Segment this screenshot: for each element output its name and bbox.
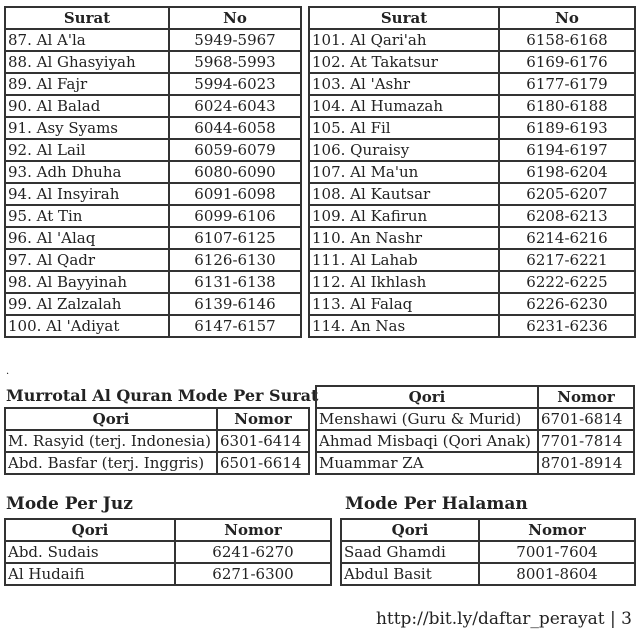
page-number: 3: [621, 609, 632, 629]
surat-number: 6214-6216: [499, 227, 635, 249]
surat-name: 89. Al Fajr: [5, 73, 169, 95]
table-row: [316, 452, 634, 474]
table-row: [309, 73, 635, 95]
per-surat-table-left: [4, 407, 310, 475]
surat-number: 5949-5967: [169, 29, 301, 51]
stray-mark: ·: [6, 369, 10, 380]
surat-number: 6091-6098: [169, 183, 301, 205]
page-footer: [376, 607, 632, 631]
qori-number: 8001-8604: [479, 563, 635, 585]
surat-name: 87. Al A'la: [5, 29, 169, 51]
table-row: [5, 139, 301, 161]
qori-number: 7001-7604: [479, 541, 635, 563]
surat-name: 110. An Nashr: [309, 227, 499, 249]
qori-name: Ahmad Misbaqi (Qori Anak): [316, 430, 538, 452]
table-row: [5, 183, 301, 205]
column-header-no: No: [499, 7, 635, 29]
table-row: [5, 271, 301, 293]
per-halaman-table: [340, 518, 636, 586]
surat-name: 111. Al Lahab: [309, 249, 499, 271]
footer-link[interactable]: http://bit.ly/daftar_perayat: [375, 609, 605, 629]
column-header-qori: Qori: [5, 408, 217, 430]
surat-number: 6024-6043: [169, 95, 301, 117]
table-row: [341, 563, 635, 585]
surat-name: 101. Al Qari'ah: [309, 29, 499, 51]
qori-name: Abd. Basfar (terj. Inggris): [5, 452, 217, 474]
column-header-nomor: Nomor: [175, 519, 331, 541]
table-row: [5, 51, 301, 73]
surat-name: 97. Al Qadr: [5, 249, 169, 271]
table-row: [341, 541, 635, 563]
qori-number: 6271-6300: [175, 563, 331, 585]
surat-number: 6217-6221: [499, 249, 635, 271]
table-row: [5, 161, 301, 183]
surat-name: 98. Al Bayyinah: [5, 271, 169, 293]
section-title-per-juz: Mode Per Juz: [6, 494, 133, 514]
table-row: [5, 95, 301, 117]
table-row: [5, 227, 301, 249]
surat-number: 6194-6197: [499, 139, 635, 161]
surat-name: 95. At Tin: [5, 205, 169, 227]
surat-name: 114. An Nas: [309, 315, 499, 337]
surat-name: 93. Adh Dhuha: [5, 161, 169, 183]
surat-number: 6059-6079: [169, 139, 301, 161]
qori-number: 6241-6270: [175, 541, 331, 563]
table-row: [5, 315, 301, 337]
table-row: [309, 293, 635, 315]
surat-name: 112. Al Ikhlash: [309, 271, 499, 293]
column-header-no: No: [169, 7, 301, 29]
surat-number: 6205-6207: [499, 183, 635, 205]
qori-name: Al Hudaifi: [5, 563, 175, 585]
qori-number: 8701-8914: [538, 452, 634, 474]
surat-name: 113. Al Falaq: [309, 293, 499, 315]
table-header-row: [5, 519, 331, 541]
table-row: [309, 183, 635, 205]
column-header-nomor: Nomor: [538, 386, 634, 408]
column-header-surat: Surat: [309, 7, 499, 29]
qori-number: 7701-7814: [538, 430, 634, 452]
qori-number: 6301-6414: [217, 430, 309, 452]
qori-number: 6701-6814: [538, 408, 634, 430]
column-header-qori: Qori: [5, 519, 175, 541]
per-juz-table: [4, 518, 332, 586]
table-row: [309, 51, 635, 73]
per-surat-table-right: [315, 385, 635, 475]
surat-number: 6139-6146: [169, 293, 301, 315]
table-row: [309, 95, 635, 117]
surat-name: 96. Al 'Alaq: [5, 227, 169, 249]
table-row: [309, 161, 635, 183]
column-header-nomor: Nomor: [479, 519, 635, 541]
surat-name: 107. Al Ma'un: [309, 161, 499, 183]
surat-table-right: [308, 6, 636, 338]
surat-number: 5968-5993: [169, 51, 301, 73]
surat-number: 6226-6230: [499, 293, 635, 315]
surat-number: 6231-6236: [499, 315, 635, 337]
column-header-nomor: Nomor: [217, 408, 309, 430]
surat-name: 108. Al Kautsar: [309, 183, 499, 205]
table-header-row: [316, 386, 634, 408]
table-row: [5, 563, 331, 585]
surat-number: 6158-6168: [499, 29, 635, 51]
surat-name: 105. Al Fil: [309, 117, 499, 139]
table-row: [5, 205, 301, 227]
qori-name: Abdul Basit: [341, 563, 479, 585]
surat-number: 6044-6058: [169, 117, 301, 139]
surat-name: 103. Al 'Ashr: [309, 73, 499, 95]
table-row: [5, 293, 301, 315]
section-title-per-halaman: Mode Per Halaman: [345, 494, 528, 514]
table-row: [309, 29, 635, 51]
surat-number: 6080-6090: [169, 161, 301, 183]
surat-number: 6107-6125: [169, 227, 301, 249]
table-row: [316, 408, 634, 430]
column-header-surat: Surat: [5, 7, 169, 29]
surat-number: 6208-6213: [499, 205, 635, 227]
surat-number: 6189-6193: [499, 117, 635, 139]
qori-name: Menshawi (Guru & Murid): [316, 408, 538, 430]
surat-number: 6126-6130: [169, 249, 301, 271]
qori-name: Abd. Sudais: [5, 541, 175, 563]
qori-name: Muammar ZA: [316, 452, 538, 474]
surat-number: 6180-6188: [499, 95, 635, 117]
table-row: [316, 430, 634, 452]
surat-name: 94. Al Insyirah: [5, 183, 169, 205]
surat-number: 6131-6138: [169, 271, 301, 293]
table-header-row: [341, 519, 635, 541]
surat-name: 90. Al Balad: [5, 95, 169, 117]
footer-separator: |: [610, 609, 616, 629]
surat-name: 109. Al Kafirun: [309, 205, 499, 227]
table-row: [5, 249, 301, 271]
table-header-row: [309, 7, 635, 29]
surat-number: 6169-6176: [499, 51, 635, 73]
surat-number: 6177-6179: [499, 73, 635, 95]
table-row: [309, 315, 635, 337]
table-row: [309, 117, 635, 139]
surat-number: 6147-6157: [169, 315, 301, 337]
surat-name: 99. Al Zalzalah: [5, 293, 169, 315]
table-row: [309, 139, 635, 161]
table-row: [5, 541, 331, 563]
table-header-row: [5, 408, 309, 430]
table-row: [309, 271, 635, 293]
table-row: [5, 117, 301, 139]
column-header-qori: Qori: [341, 519, 479, 541]
table-row: [309, 249, 635, 271]
column-header-qori: Qori: [316, 386, 538, 408]
table-row: [5, 29, 301, 51]
table-header-row: [5, 7, 301, 29]
surat-name: 104. Al Humazah: [309, 95, 499, 117]
qori-name: M. Rasyid (terj. Indonesia): [5, 430, 217, 452]
surat-name: 100. Al 'Adiyat: [5, 315, 169, 337]
surat-number: 5994-6023: [169, 73, 301, 95]
table-row: [309, 227, 635, 249]
table-row: [5, 73, 301, 95]
qori-number: 6501-6614: [217, 452, 309, 474]
qori-name: Saad Ghamdi: [341, 541, 479, 563]
surat-name: 91. Asy Syams: [5, 117, 169, 139]
table-row: [5, 430, 309, 452]
surat-number: 6222-6225: [499, 271, 635, 293]
section-title-per-surat: Murrotal Al Quran Mode Per Surat: [6, 386, 319, 405]
surat-name: 92. Al Lail: [5, 139, 169, 161]
table-row: [5, 452, 309, 474]
surat-name: 106. Quraisy: [309, 139, 499, 161]
table-row: [309, 205, 635, 227]
surat-name: 88. Al Ghasyiyah: [5, 51, 169, 73]
surat-name: 102. At Takatsur: [309, 51, 499, 73]
surat-table-left: [4, 6, 302, 338]
surat-number: 6198-6204: [499, 161, 635, 183]
surat-number: 6099-6106: [169, 205, 301, 227]
